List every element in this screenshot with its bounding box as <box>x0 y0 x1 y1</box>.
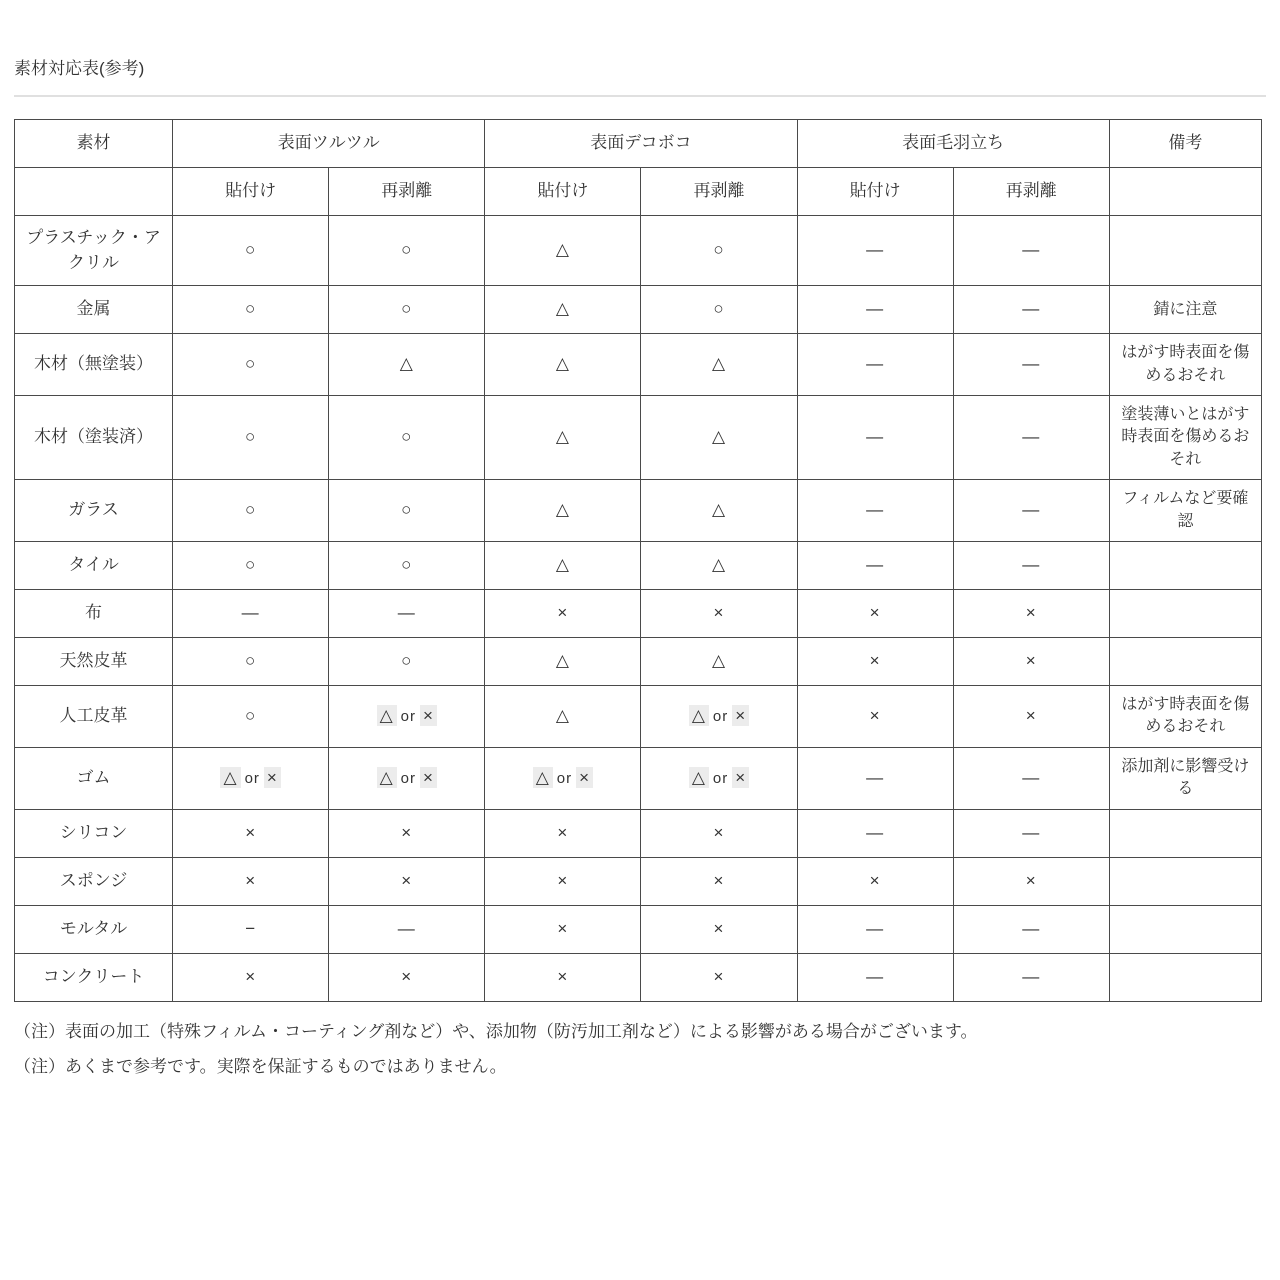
symbol-cell <box>173 747 329 809</box>
symbol-cell: ○ <box>173 686 329 748</box>
symbol-cell: × <box>485 953 641 1001</box>
material-cell: ゴム <box>15 747 173 809</box>
symbol-cell: × <box>797 857 953 905</box>
or-text: or <box>400 769 417 787</box>
symbol-highlight: × <box>264 767 281 788</box>
symbol-highlight: △ <box>377 767 397 788</box>
material-cell: プラスチック・アクリル <box>15 216 173 286</box>
or-text: or <box>556 769 573 787</box>
symbol-cell: ― <box>953 396 1109 480</box>
symbol-cell: × <box>953 638 1109 686</box>
table-row <box>15 638 1262 686</box>
header-group-fuzzy: 表面毛羽立ち <box>797 120 1109 168</box>
header-fuzzy-repeel: 再剥離 <box>953 168 1109 216</box>
header-smooth-repeel: 再剥離 <box>329 168 485 216</box>
symbol-cell: ― <box>797 216 953 286</box>
header-remarks: 備考 <box>1109 120 1261 168</box>
table-header <box>15 120 1262 216</box>
symbol-cell: − <box>173 905 329 953</box>
symbol-cell: ― <box>953 542 1109 590</box>
symbol-cell: △ <box>485 686 641 748</box>
table-row <box>15 590 1262 638</box>
symbol-cell: ― <box>797 480 953 542</box>
symbol-highlight: × <box>420 705 437 726</box>
table-row <box>15 747 1262 809</box>
header-remarks-spacer <box>1109 168 1261 216</box>
symbol-cell: ○ <box>173 216 329 286</box>
remarks-cell: はがす時表面を傷めるおそれ <box>1109 686 1261 748</box>
symbol-cell: ○ <box>641 286 797 334</box>
table-body <box>15 216 1262 1002</box>
material-cell: 木材（無塗装） <box>15 334 173 396</box>
symbol-cell: ― <box>953 334 1109 396</box>
table-row <box>15 905 1262 953</box>
symbol-highlight: △ <box>689 705 709 726</box>
footnotes <box>14 1020 1266 1080</box>
material-cell: 木材（塗装済） <box>15 396 173 480</box>
material-compatibility-table <box>14 119 1262 1002</box>
symbol-highlight: △ <box>377 705 397 726</box>
symbol-cell: ○ <box>329 542 485 590</box>
symbol-highlight: △ <box>689 767 709 788</box>
symbol-cell: ― <box>797 953 953 1001</box>
symbol-highlight: × <box>732 705 749 726</box>
symbol-cell: × <box>485 905 641 953</box>
material-cell: シリコン <box>15 809 173 857</box>
remarks-cell <box>1109 638 1261 686</box>
or-text: or <box>712 769 729 787</box>
material-cell: ガラス <box>15 480 173 542</box>
symbol-cell: △ <box>485 286 641 334</box>
header-row-sub <box>15 168 1262 216</box>
symbol-cell: ― <box>953 480 1109 542</box>
symbol-cell: × <box>173 809 329 857</box>
page-title: 素材対応表(参考) <box>14 59 145 78</box>
symbol-cell: △ <box>641 396 797 480</box>
remarks-cell <box>1109 905 1261 953</box>
symbol-cell: △ <box>485 334 641 396</box>
symbol-highlight: × <box>420 767 437 788</box>
symbol-cell: ― <box>797 542 953 590</box>
symbol-cell: △ <box>485 638 641 686</box>
or-text: or <box>400 708 417 726</box>
remarks-cell <box>1109 216 1261 286</box>
symbol-cell: △ <box>641 638 797 686</box>
symbol-cell: × <box>173 953 329 1001</box>
symbol-cell: ○ <box>173 396 329 480</box>
material-cell: スポンジ <box>15 857 173 905</box>
symbol-cell: ○ <box>641 216 797 286</box>
symbol-cell: ― <box>953 216 1109 286</box>
symbol-cell: ― <box>953 286 1109 334</box>
header-fuzzy-apply: 貼付け <box>797 168 953 216</box>
symbol-cell: ― <box>797 747 953 809</box>
remarks-cell: 添加剤に影響受ける <box>1109 747 1261 809</box>
footnote-2: （注）あくまで参考です。実際を保証するものではありません。 <box>14 1057 507 1077</box>
symbol-cell: △ <box>485 480 641 542</box>
table-row <box>15 334 1262 396</box>
symbol-cell: × <box>641 809 797 857</box>
symbol-cell: ○ <box>329 286 485 334</box>
table-row <box>15 542 1262 590</box>
symbol-cell: ○ <box>173 286 329 334</box>
footnote-1: （注）表面の加工（特殊フィルム・コーティング剤など）や、添加物（防汚加工剤など）による影響がある場合がございます。 <box>14 1021 978 1041</box>
header-group-smooth: 表面ツルツル <box>173 120 485 168</box>
remarks-cell <box>1109 590 1261 638</box>
symbol-cell: ― <box>953 953 1109 1001</box>
symbol-cell <box>641 747 797 809</box>
symbol-cell <box>641 686 797 748</box>
table-row <box>15 396 1262 480</box>
symbol-cell: × <box>485 857 641 905</box>
material-cell: 人工皮革 <box>15 686 173 748</box>
symbol-cell: ○ <box>329 216 485 286</box>
symbol-cell: ― <box>953 905 1109 953</box>
symbol-cell: × <box>641 590 797 638</box>
symbol-cell: × <box>953 590 1109 638</box>
symbol-cell: × <box>797 590 953 638</box>
symbol-cell: × <box>953 686 1109 748</box>
symbol-cell: ○ <box>173 480 329 542</box>
symbol-cell: ― <box>329 905 485 953</box>
table-row <box>15 686 1262 748</box>
table-row <box>15 216 1262 286</box>
material-cell: コンクリート <box>15 953 173 1001</box>
header-material-spacer <box>15 168 173 216</box>
symbol-cell: ○ <box>329 638 485 686</box>
title-divider <box>14 95 1266 97</box>
symbol-cell: ― <box>797 286 953 334</box>
symbol-cell: × <box>797 686 953 748</box>
material-cell: 天然皮革 <box>15 638 173 686</box>
symbol-cell: × <box>641 857 797 905</box>
symbol-highlight: △ <box>220 767 240 788</box>
symbol-cell: △ <box>485 542 641 590</box>
symbol-cell: × <box>797 638 953 686</box>
symbol-cell: ― <box>329 590 485 638</box>
symbol-cell: △ <box>485 216 641 286</box>
remarks-cell: はがす時表面を傷めるおそれ <box>1109 334 1261 396</box>
header-bumpy-repeel: 再剥離 <box>641 168 797 216</box>
symbol-cell: ○ <box>329 480 485 542</box>
symbol-cell: ― <box>953 809 1109 857</box>
remarks-cell <box>1109 542 1261 590</box>
symbol-cell: △ <box>641 480 797 542</box>
remarks-cell: フィルムなど要確認 <box>1109 480 1261 542</box>
symbol-cell: ― <box>953 747 1109 809</box>
symbol-highlight: × <box>732 767 749 788</box>
symbol-cell: ○ <box>173 542 329 590</box>
symbol-cell: △ <box>641 542 797 590</box>
symbol-cell <box>329 747 485 809</box>
symbol-cell: ― <box>173 590 329 638</box>
remarks-cell <box>1109 953 1261 1001</box>
material-cell: モルタル <box>15 905 173 953</box>
symbol-cell: × <box>329 809 485 857</box>
symbol-cell: × <box>173 857 329 905</box>
symbol-cell: × <box>329 857 485 905</box>
remarks-cell <box>1109 857 1261 905</box>
symbol-cell: ○ <box>173 334 329 396</box>
header-material: 素材 <box>15 120 173 168</box>
table-row <box>15 286 1262 334</box>
material-cell: 布 <box>15 590 173 638</box>
header-row-groups <box>15 120 1262 168</box>
header-smooth-apply: 貼付け <box>173 168 329 216</box>
material-cell: 金属 <box>15 286 173 334</box>
symbol-cell <box>329 686 485 748</box>
or-text: or <box>244 769 260 787</box>
symbol-cell: ― <box>797 809 953 857</box>
remarks-cell <box>1109 809 1261 857</box>
or-text: or <box>712 708 729 726</box>
table-row <box>15 480 1262 542</box>
symbol-cell: ― <box>797 334 953 396</box>
symbol-cell: × <box>329 953 485 1001</box>
symbol-cell: ○ <box>329 396 485 480</box>
symbol-highlight: △ <box>533 767 553 788</box>
symbol-highlight: × <box>576 767 593 788</box>
table-row <box>15 953 1262 1001</box>
symbol-cell <box>485 747 641 809</box>
symbol-cell: △ <box>485 396 641 480</box>
symbol-cell: ― <box>797 905 953 953</box>
table-row <box>15 857 1262 905</box>
header-group-bumpy: 表面デコボコ <box>485 120 797 168</box>
header-bumpy-apply: 貼付け <box>485 168 641 216</box>
symbol-cell: × <box>485 809 641 857</box>
table-row <box>15 809 1262 857</box>
remarks-cell: 錆に注意 <box>1109 286 1261 334</box>
remarks-cell: 塗装薄いとはがす時表面を傷めるおそれ <box>1109 396 1261 480</box>
symbol-cell: × <box>641 953 797 1001</box>
symbol-cell: × <box>953 857 1109 905</box>
symbol-cell: × <box>641 905 797 953</box>
symbol-cell: △ <box>329 334 485 396</box>
symbol-cell: ― <box>797 396 953 480</box>
symbol-cell: △ <box>641 334 797 396</box>
symbol-cell: ○ <box>173 638 329 686</box>
material-cell: タイル <box>15 542 173 590</box>
symbol-cell: × <box>485 590 641 638</box>
